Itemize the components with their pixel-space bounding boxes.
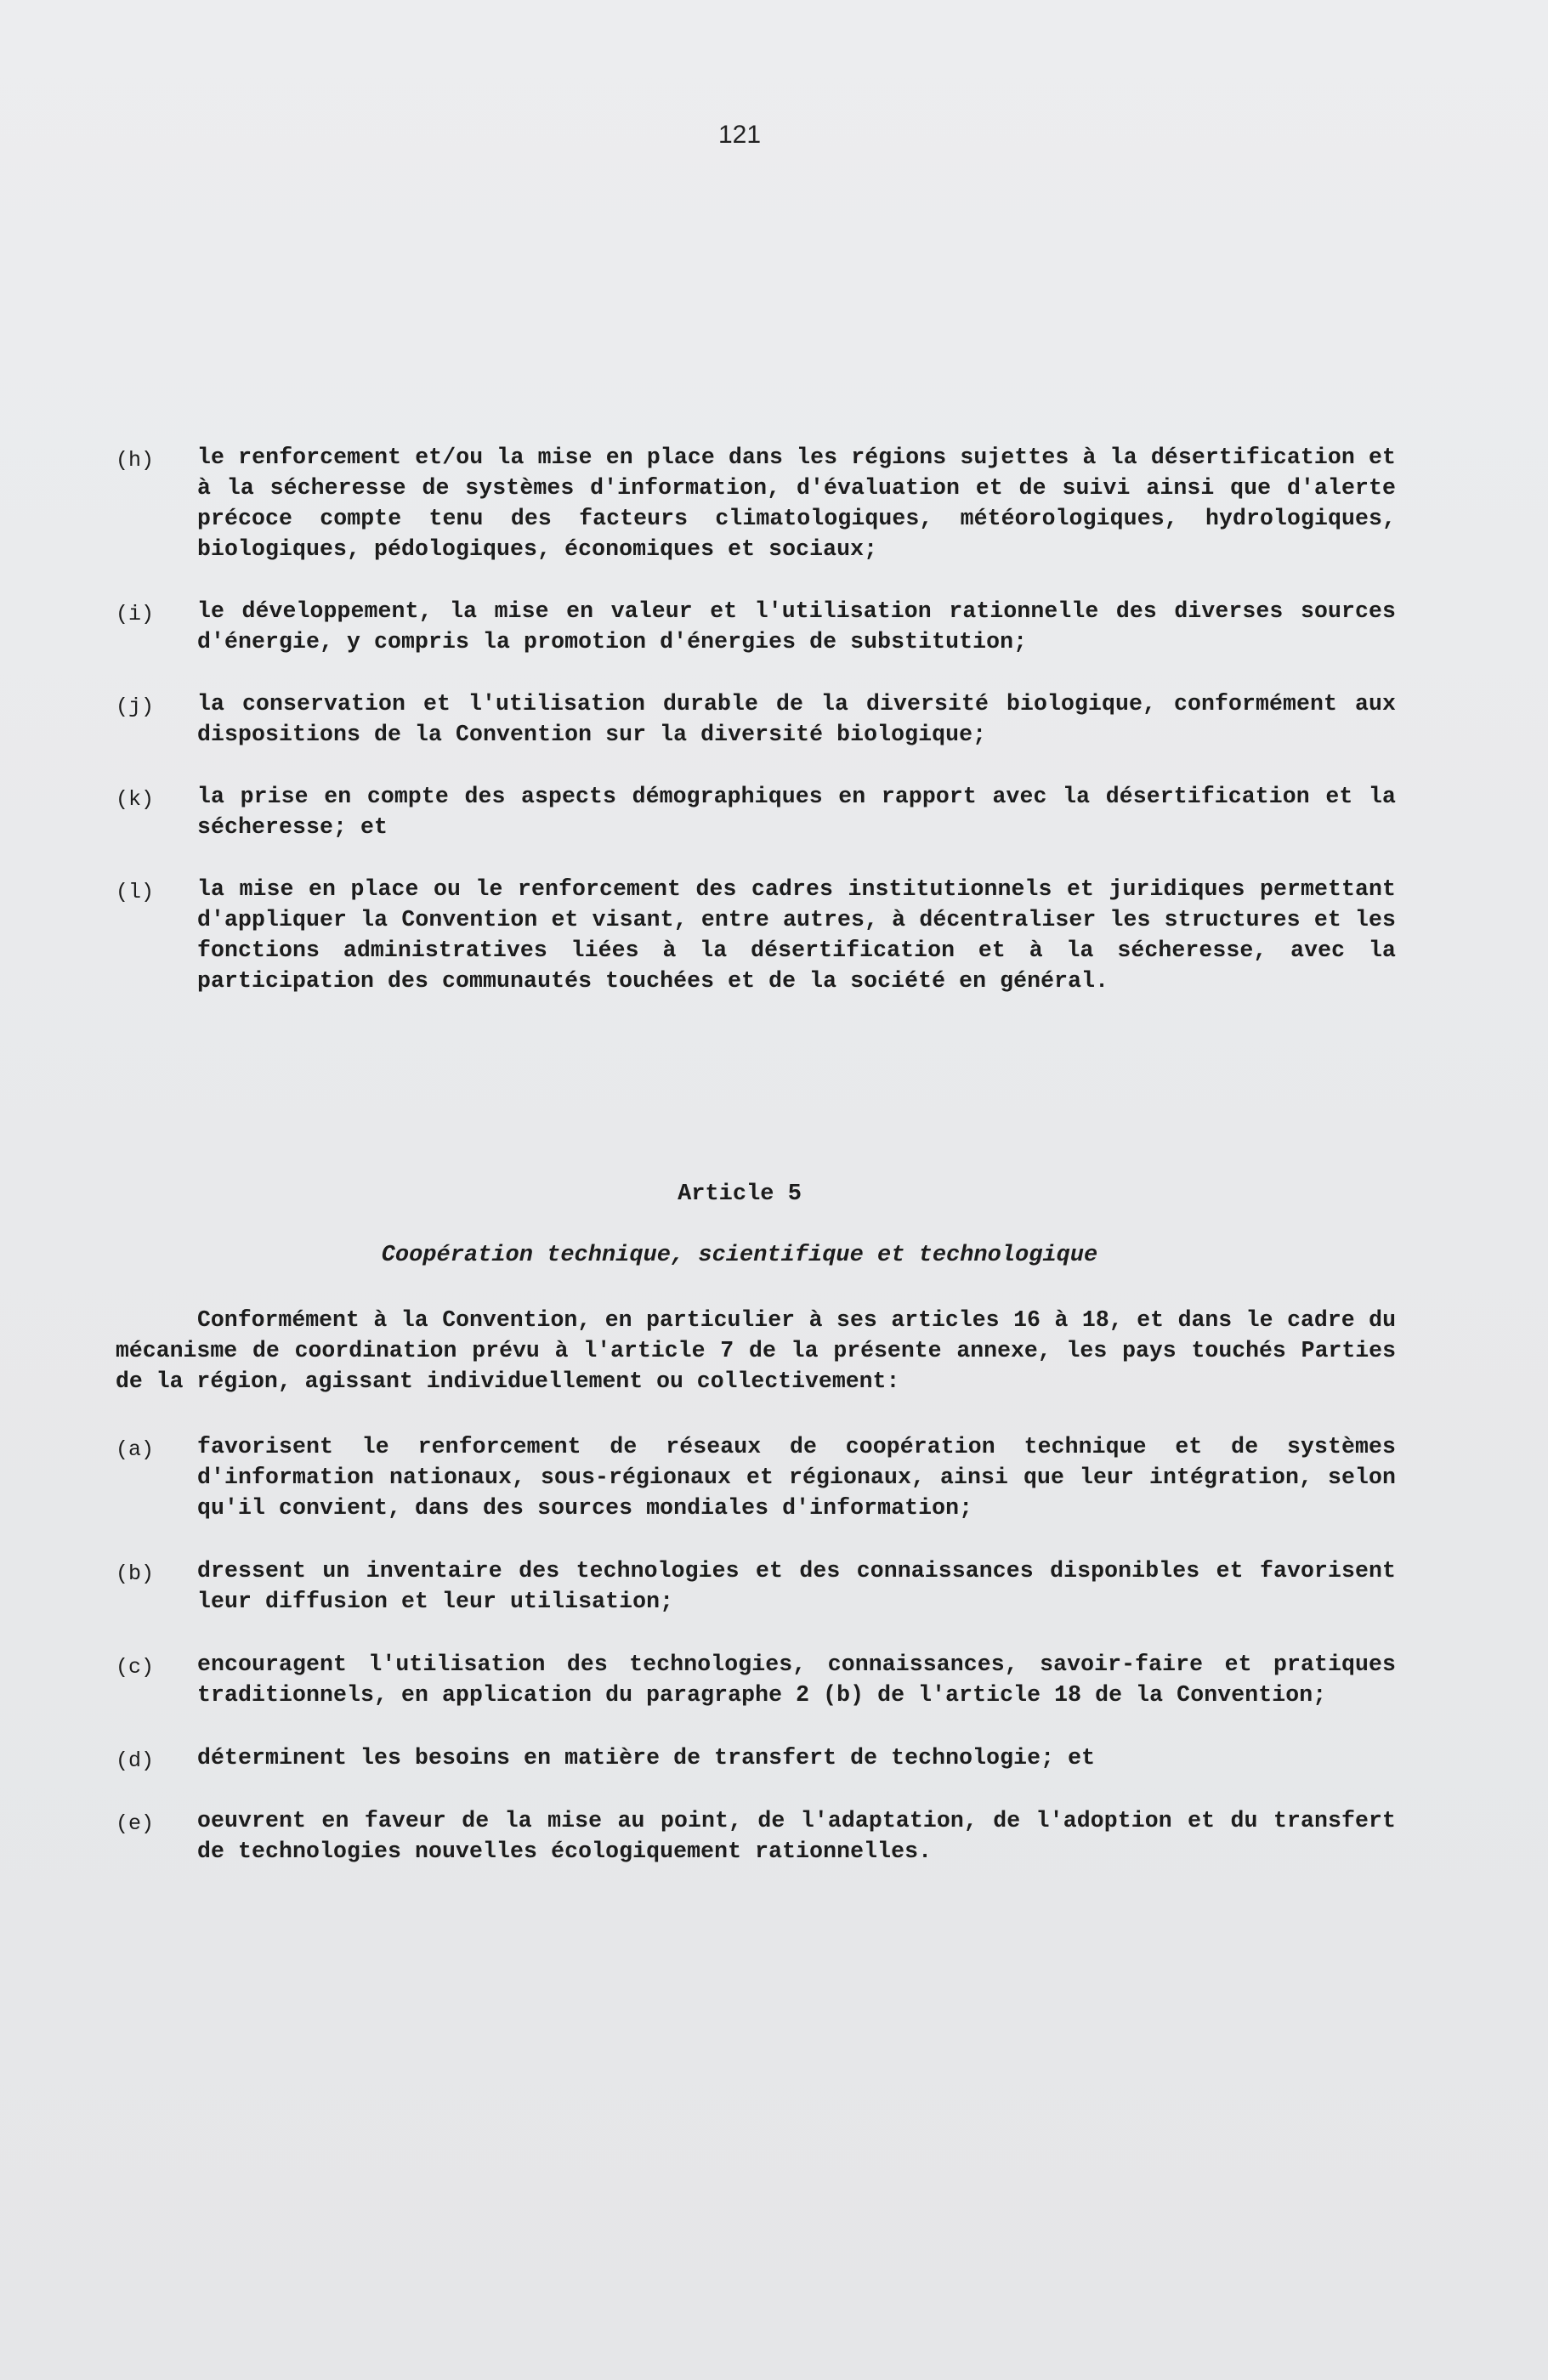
- list-item-text: la prise en compte des aspects démographiques en rapport avec la désertification et la sécheresse; et: [197, 784, 1396, 840]
- list-item-marker: (d): [116, 1748, 155, 1773]
- list-item-marker: (e): [116, 1811, 155, 1836]
- list-item-marker: (k): [116, 787, 155, 812]
- list-item: [116, 874, 1396, 996]
- list-item: [116, 781, 1396, 842]
- list-item-marker: (h): [116, 448, 155, 473]
- article-intro-paragraph: Conformément à la Convention, en particulier à ses articles 16 à 18, et dans le cadre du mécanisme de coordination prévu à l'article 7 de la présente annexe, les pays touchés Parties de la région, agissant individuellement ou collectivement:: [116, 1307, 1396, 1394]
- list-item-text: encouragent l'utilisation des technologies, connaissances, savoir-faire et pratiques traditionnels, en application du paragraphe 2 (b) de l'article 18 de la Convention;: [197, 1652, 1396, 1708]
- article-heading: Article 5: [678, 1182, 802, 1207]
- list-item: [116, 1805, 1396, 1867]
- list-item: [116, 1556, 1396, 1617]
- list-item: [116, 688, 1396, 750]
- list-item-marker: (a): [116, 1437, 155, 1462]
- list-item-text: la mise en place ou le renforcement des cadres institutionnels et juridiques permettant d'appliquer la Convention et visant, entre autres, à décentraliser les structures et les fonctions administratives liées à la désertification et à la sécheresse, avec la participation des communautés touchées et de la société en général.: [197, 876, 1396, 994]
- cooperation-list: [116, 1431, 1396, 1899]
- list-item: [116, 1431, 1396, 1523]
- list-item-text: oeuvrent en faveur de la mise au point, de l'adaptation, de l'adoption et du transfert de technologies nouvelles écologiquement rationnelles.: [197, 1808, 1396, 1864]
- list-item-marker: (l): [116, 880, 155, 904]
- list-item: [116, 1649, 1396, 1710]
- article-subtitle: Coopération technique, scientifique et technologique: [381, 1243, 1098, 1268]
- list-item: [116, 1742, 1396, 1773]
- list-item-marker: (c): [116, 1655, 155, 1680]
- page-number: 121: [717, 121, 762, 149]
- list-item-text: le renforcement et/ou la mise en place dans les régions sujettes à la désertification et à la sécheresse de systèmes d'information, d'évaluation et de suivi ainsi que d'alerte précoce compte tenu des facteurs climatologiques, météorologiques, hydrologiques, biologiques, pédologiques, économiques et sociaux;: [197, 445, 1396, 562]
- list-item-text: dressent un inventaire des technologies et des connaissances disponibles et favorisent leur diffusion et leur utilisation;: [197, 1558, 1396, 1614]
- list-item-text: favorisent le renforcement de réseaux de coopération technique et de systèmes d'information nationaux, sous-régionaux et régionaux, ainsi que leur intégration, selon qu'il convient, dans des sources mondiales d'information;: [197, 1434, 1396, 1521]
- list-item-text: le développement, la mise en valeur et l'utilisation rationnelle des diverses sources d'énergie, y compris la promotion d'énergies de substitution;: [197, 598, 1396, 654]
- list-item: [116, 442, 1396, 564]
- list-item-text: déterminent les besoins en matière de transfert de technologie; et: [197, 1745, 1096, 1771]
- list-item: [116, 596, 1396, 657]
- list-item-marker: (b): [116, 1561, 155, 1586]
- measures-list-continued: [116, 442, 1396, 1028]
- list-item-text: la conservation et l'utilisation durable de la diversité biologique, conformément aux dispositions de la Convention sur la diversité biologique;: [197, 691, 1396, 747]
- list-item-marker: (j): [116, 694, 155, 719]
- list-item-marker: (i): [116, 602, 155, 626]
